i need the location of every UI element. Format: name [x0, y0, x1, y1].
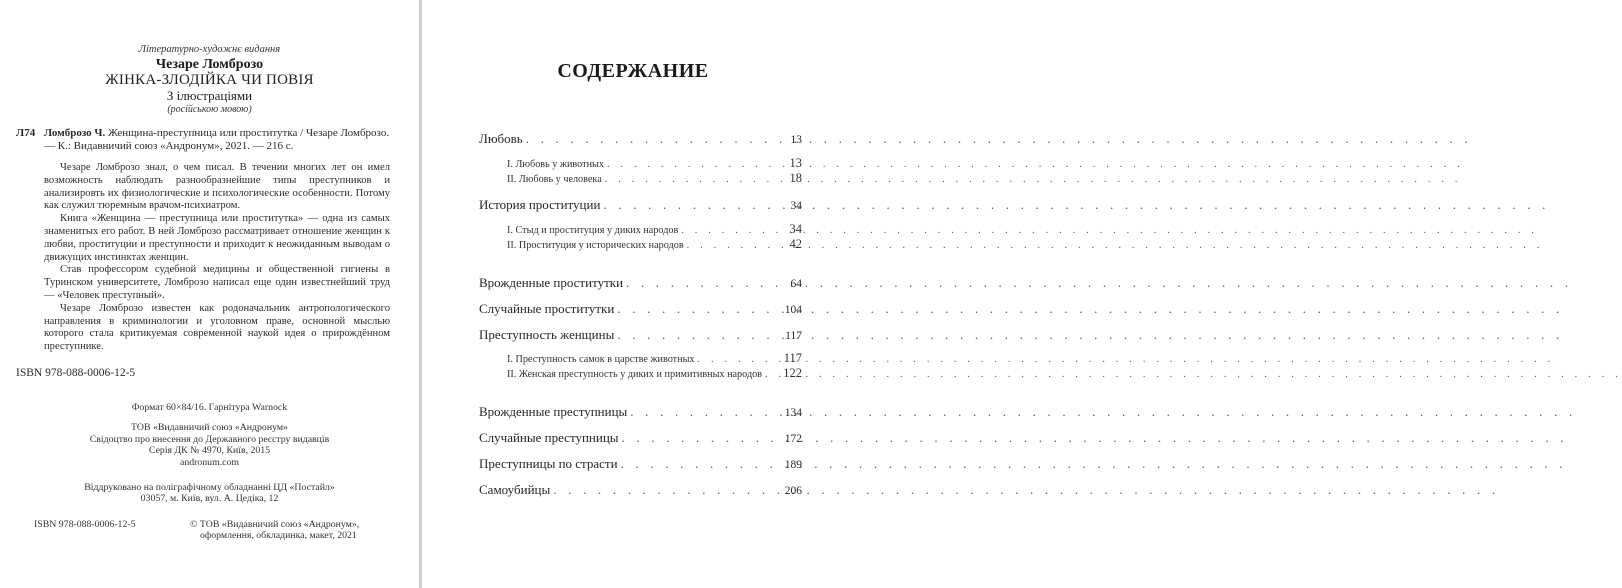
toc-entry	[479, 404, 802, 421]
toc-leader-dots	[630, 404, 781, 419]
toc-leader-dots	[626, 275, 787, 290]
isbn-footer: ISBN 978-088-0006-12-5	[34, 518, 136, 530]
toc-entry	[479, 352, 802, 366]
toc-leader-dots	[605, 174, 787, 186]
toc-leader-dots	[526, 131, 788, 146]
toc-entry-page: 189	[784, 459, 802, 471]
copyright-notice	[190, 519, 359, 542]
left-page-imprint	[0, 0, 419, 588]
toc-entry-page: 42	[789, 237, 802, 251]
toc-entry	[479, 275, 802, 292]
publisher-line: ТОВ «Видавничий союз «Андронум»	[131, 422, 288, 434]
toc-entry-label: Преступность женщины	[479, 327, 615, 342]
toc-entry-page: 64	[790, 278, 802, 290]
toc-leader-dots	[681, 225, 786, 237]
annotation-paragraph: Чезаре Ломброзо знал, о чем писал. В течении многих лет он имел возможность наблюдать разнообразнейшие типы преступников и анализировть их физиологические и психологические особенности. Потому как служил тюремным врачом-психиатром.	[44, 161, 390, 212]
annotation-paragraph: Став профессором судебной медицины и общественной гигиены в Туринском университете, Ломброзо написал еще один известнейший труд — «Человек преступный».	[44, 264, 390, 301]
toc-entry-label: Преступницы по страсти	[479, 456, 618, 471]
toc-entry	[479, 197, 802, 214]
publisher-line: Свідоцтво про внесення до Державного реєстру видавців	[89, 433, 330, 445]
toc-entry-label: Случайные проститутки	[479, 301, 615, 316]
author-name: Чезаре Ломброзо	[155, 56, 264, 72]
toc-entry-page: 104	[784, 304, 802, 316]
toc-leader-dots	[622, 430, 782, 445]
toc-leader-dots	[687, 240, 787, 252]
catalog-code: Л74	[16, 126, 36, 139]
toc-entry-label: Самоубийцы	[479, 482, 551, 497]
toc-entry-page: 117	[783, 351, 802, 365]
format-line: Формат 60×84/16. Гарнітура Warnock	[131, 401, 288, 413]
genre-label: Літературно-художнє видання	[138, 44, 281, 55]
toc-leader-dots	[553, 482, 782, 497]
illustrations-note: З ілюстраціями	[166, 88, 253, 104]
printer-line: Віддруковано на поліграфічному обладнанні ЦД «Постайл»	[84, 481, 335, 493]
publisher-info	[0, 402, 419, 468]
toc-leader-dots	[603, 197, 787, 212]
toc-entry	[479, 456, 802, 473]
toc-entry	[479, 131, 802, 148]
copyright-line: © ТОВ «Видавничий союз «Андронум»,	[190, 518, 360, 530]
language-note: (російською мовою)	[167, 103, 252, 115]
annotation-paragraph: Чезаре Ломброзо известен как родоначальник антропологического направления в криминологии и уголовном праве, основной мыслью которого стала критикуемая современной наукой идея о прирождённом преступнике.	[44, 302, 390, 353]
printer-line: 03057, м. Київ, вул. А. Цедіка, 12	[140, 493, 279, 505]
imprint-footer	[16, 519, 390, 542]
toc-entry-page: 13	[790, 134, 802, 146]
toc-entry	[479, 172, 802, 186]
toc-entry-label: II. Любовь у человека	[507, 174, 602, 185]
toc-entry-page: 34	[790, 200, 802, 212]
toc-entry	[479, 367, 802, 381]
catalog-description	[44, 127, 390, 154]
toc-title: СОДЕРЖАНИЕ	[557, 60, 709, 82]
toc-entry	[479, 482, 802, 499]
printer-info	[0, 482, 419, 505]
toc-leader-dots	[698, 354, 781, 366]
toc-entry-label: II. Проституция у исторических народов	[507, 240, 684, 251]
toc-entry-label: Врожденные преступницы	[479, 404, 628, 419]
toc-entry	[479, 157, 802, 171]
catalog-line-1: Женщина-преступница или проститутка / Чезаре	[108, 126, 338, 139]
catalog-line-2: Ломброзо. — К.: Видавничий союз «Андронум», 2021. — 216 с.	[44, 126, 390, 153]
annotation	[44, 162, 390, 354]
toc-entry-label: I. Преступность самок в царстве животных	[507, 354, 695, 365]
toc-leader-dots	[617, 301, 781, 316]
book-title: ЖІНКА-ЗЛОДІЙКА ЧИ ПОВІЯ	[105, 72, 314, 89]
toc-leader-dots	[617, 327, 782, 342]
toc-entry	[479, 327, 802, 344]
toc-entry-label: I. Любовь у животных	[507, 159, 604, 170]
toc-entry-page: 18	[789, 171, 802, 185]
toc-entry	[479, 430, 802, 447]
catalog-entry	[16, 127, 390, 154]
toc-entry	[479, 223, 802, 237]
toc-entry	[479, 238, 802, 252]
toc-leader-dots	[765, 369, 780, 381]
toc-leader-dots	[621, 456, 782, 471]
toc-entry-label: II. Женская преступность у диких и примитивных народов	[507, 369, 763, 380]
toc-entry-page: 206	[784, 485, 802, 497]
toc-entry	[479, 301, 802, 318]
toc-entry-label: Случайные преступницы	[479, 430, 619, 445]
toc-leader-dots	[607, 159, 787, 171]
imprint-header	[0, 44, 419, 115]
catalog-author: Ломброзо Ч.	[44, 126, 106, 139]
toc-entry-label: Любовь	[479, 131, 523, 146]
copyright-line: оформлення, обкладинка, макет, 2021	[200, 530, 357, 542]
isbn: ISBN 978-088-0006-12-5	[16, 366, 136, 379]
publisher-line: Серія ДК № 4970, Київ, 2015	[148, 445, 271, 457]
toc-entry-page: 34	[789, 222, 802, 236]
publisher-website: andronum.com	[179, 456, 240, 468]
imprint-content	[16, 44, 390, 542]
toc-entry-label: Врожденные проститутки	[479, 275, 624, 290]
toc-entry-page: 172	[784, 433, 802, 445]
toc-entry-page: 117	[785, 330, 802, 342]
toc-entry-label: I. Стыд и проституция у диких народов	[507, 225, 679, 236]
toc-entry-label: История проституции	[479, 197, 601, 212]
right-page-contents	[422, 0, 844, 588]
toc-entry-page: 122	[783, 366, 802, 380]
toc-entry-page: 134	[784, 407, 802, 419]
toc-entry-page: 13	[789, 156, 802, 170]
annotation-paragraph: Книга «Женщина — преступница или проститутка» — одна из самых знаменитых его работ. В ней Ломброзо рассматривает отношение женщин к любви, проституции и преступности и приходит к неожиданным выводам о движущих инстинктах женщин.	[44, 213, 390, 263]
